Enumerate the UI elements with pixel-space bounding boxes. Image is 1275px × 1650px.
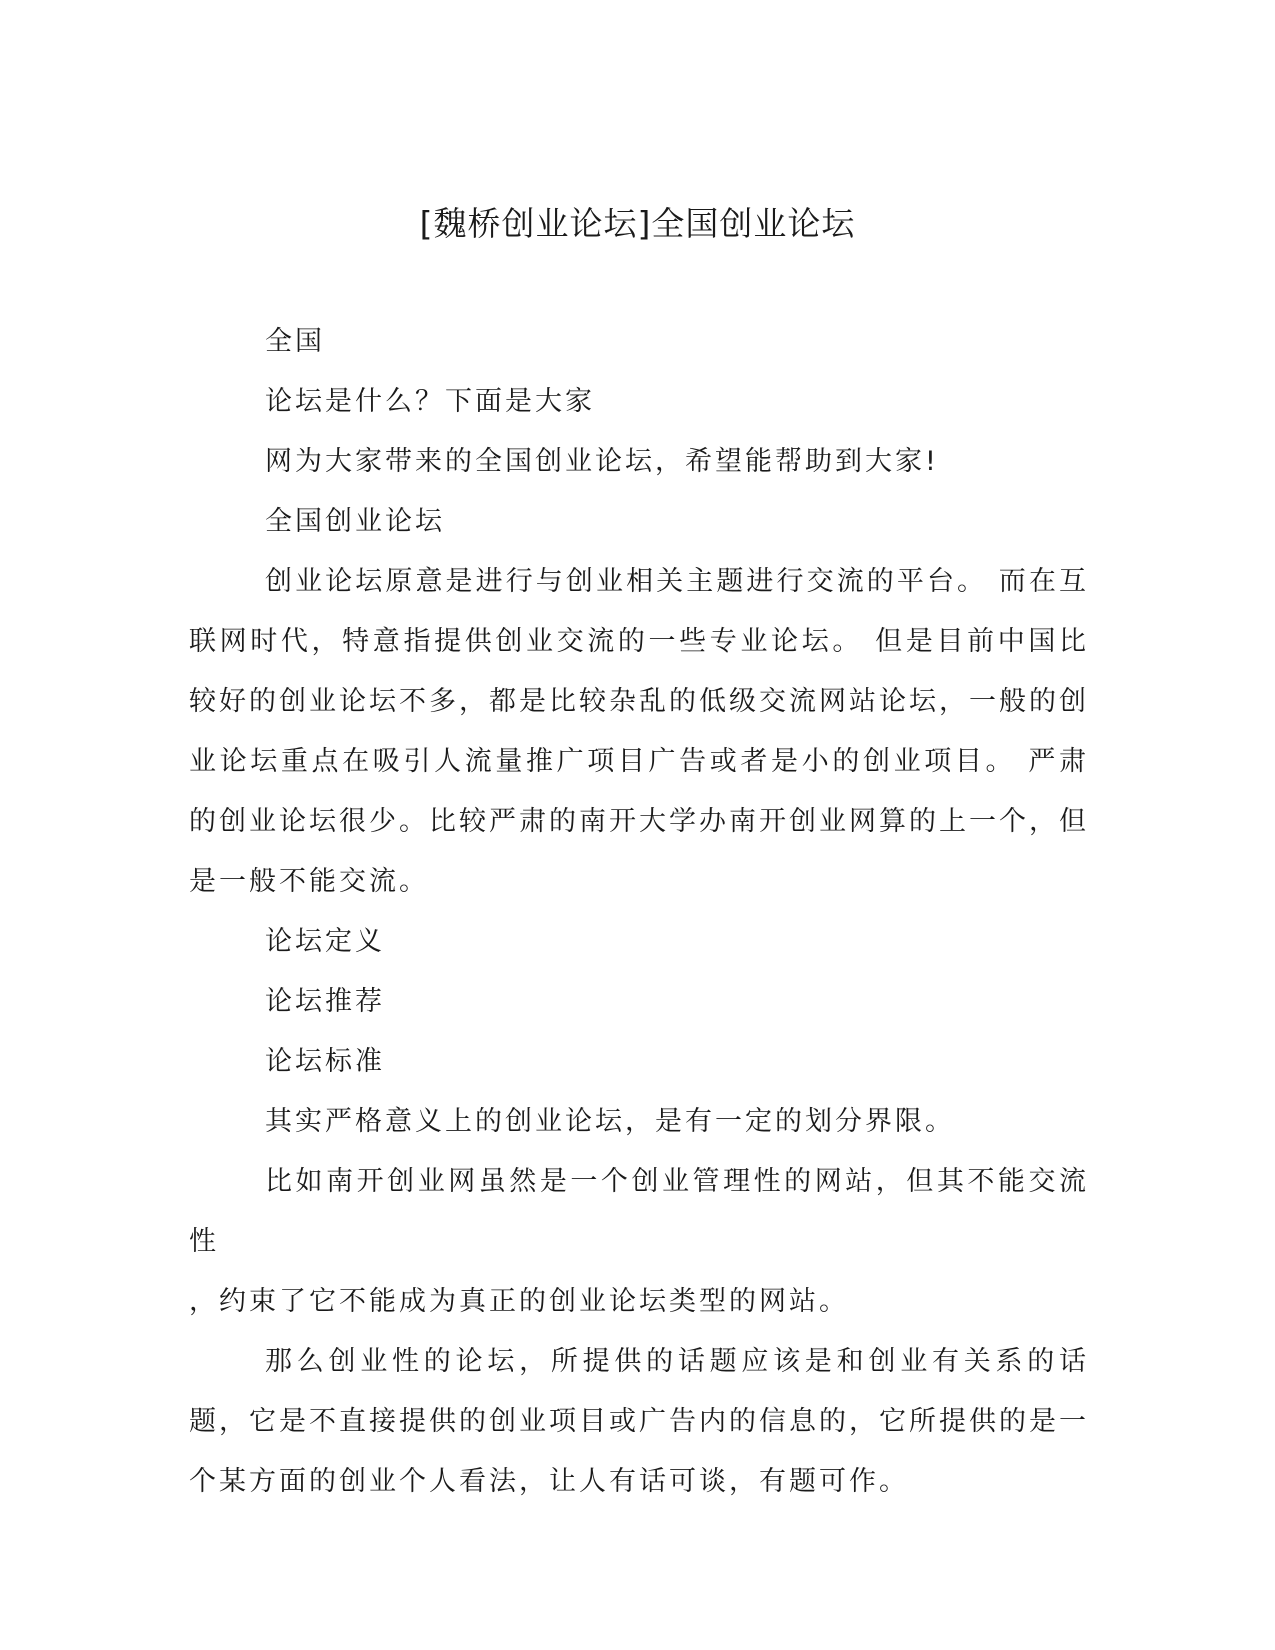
paragraph: 论坛标准: [265, 1046, 385, 1077]
paragraph: 论坛推荐: [265, 986, 385, 1017]
paragraph: 论坛是什么？下面是大家: [265, 386, 595, 417]
paragraph: 全国: [265, 326, 325, 357]
paragraph: 创业论坛原意是进行与创业相关主题进行交流的平台。 而在互联网时代，特意指提供创业交流的一些专业论坛。 但是目前中国比较好的创业论坛不多，都是比较杂乱的低级交流网站论坛，一般的创业论坛重点在吸引人流量推广项目广告或者是小的创业项目。 严肃的创业论坛很少。比较严肃的南开大学办南开创业网算的上一个，但是一般不能交流。: [189, 566, 1089, 897]
document-title: [魏桥创业论坛]全国创业论坛: [419, 204, 856, 243]
paragraph: 比如南开创业网虽然是一个创业管理性的网站，但其不能交流性: [189, 1166, 1089, 1257]
paragraph: 网为大家带来的全国创业论坛，希望能帮助到大家!: [265, 446, 939, 477]
paragraph: 全国创业论坛: [265, 506, 445, 537]
document-body: [189, 312, 1089, 1512]
paragraph: 那么创业性的论坛，所提供的话题应该是和创业有关系的话题，它是不直接提供的创业项目或广告内的信息的，它所提供的是一个某方面的创业个人看法，让人有话可谈，有题可作。: [189, 1346, 1089, 1497]
paragraph: 论坛定义: [265, 926, 385, 957]
paragraph: 其实严格意义上的创业论坛，是有一定的划分界限。: [265, 1106, 955, 1137]
paragraph: ，约束了它不能成为真正的创业论坛类型的网站。: [189, 1286, 849, 1317]
